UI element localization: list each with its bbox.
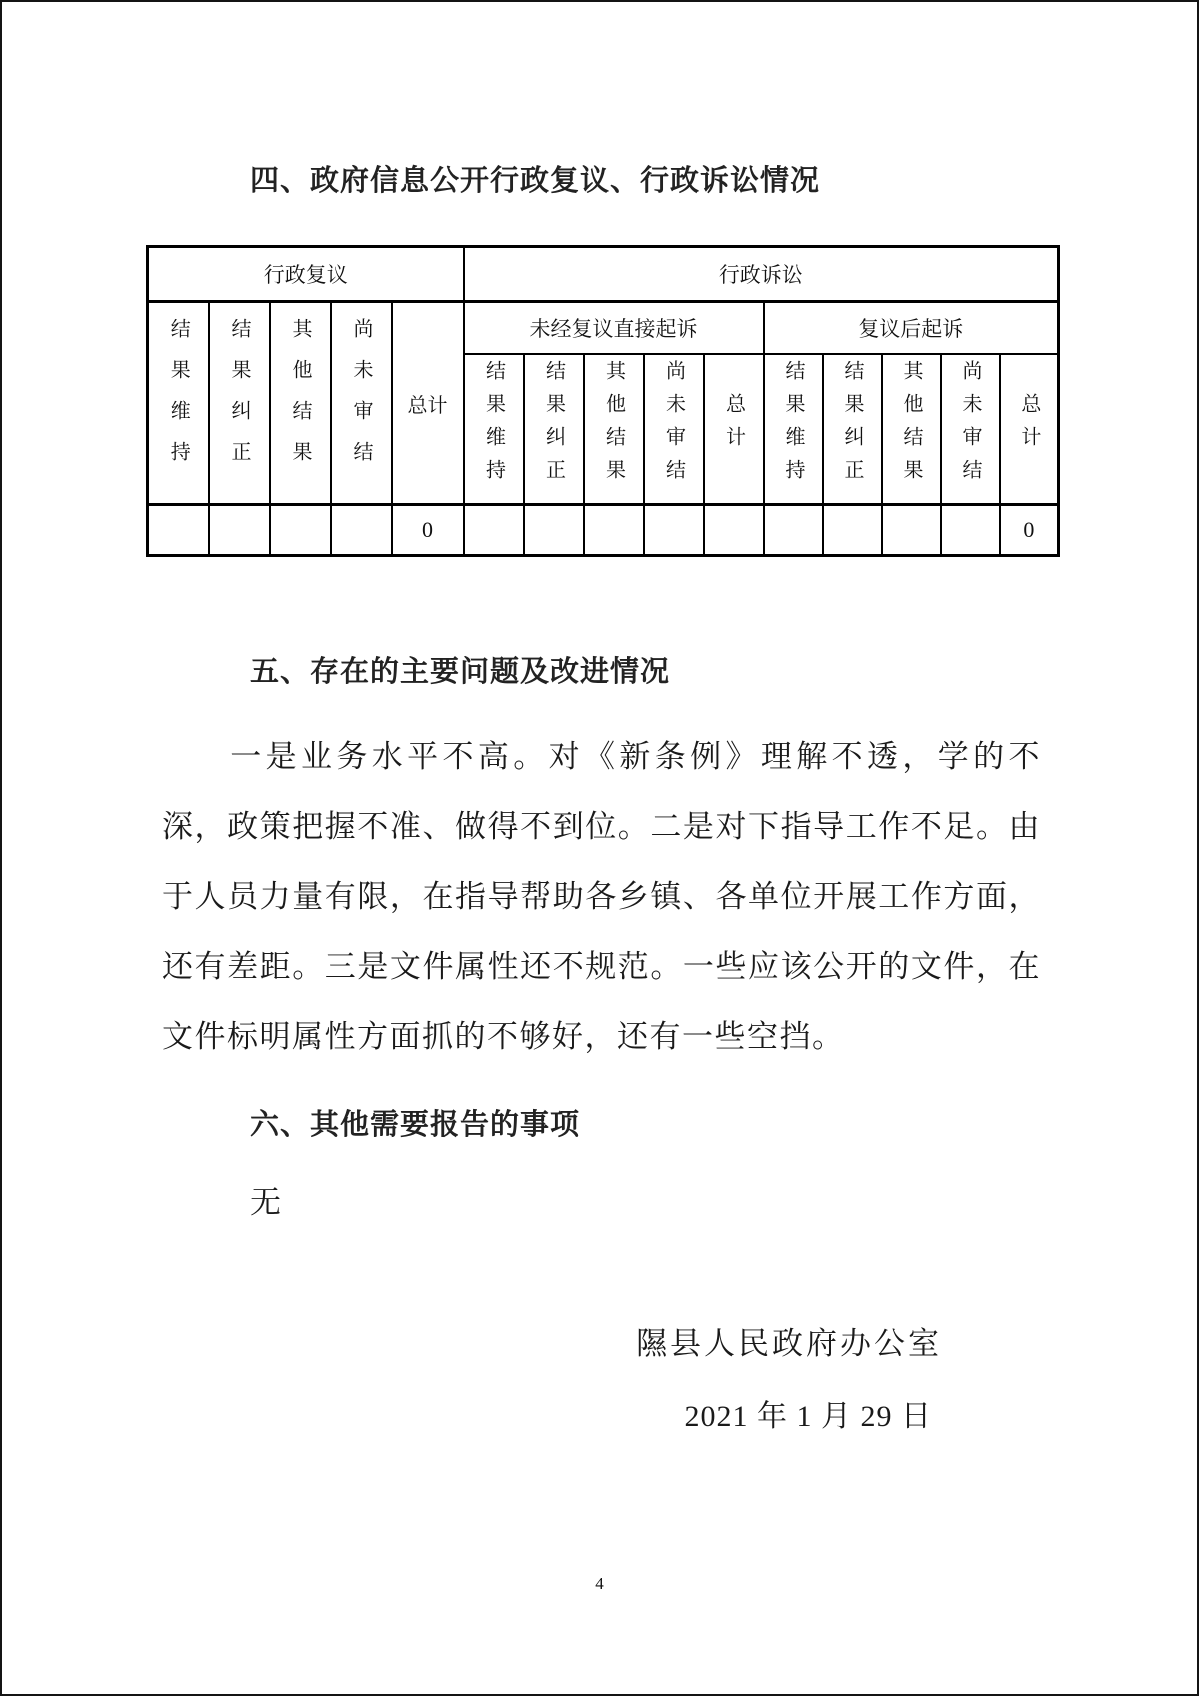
table-cell	[584, 505, 644, 556]
col-reconsideration-other-result: 其他结果	[270, 302, 331, 505]
table-cell	[882, 505, 941, 556]
cell-reconsideration-total-value: 0	[392, 505, 464, 556]
header-administrative-reconsideration: 行政复议	[148, 247, 464, 302]
signature-date: 2021 年 1 月 29 日	[684, 1400, 932, 1433]
col-direct-result-upheld: 结果维持	[464, 354, 524, 505]
table-cell	[464, 505, 524, 556]
col-reconsideration-result-corrected: 结果纠正	[209, 302, 270, 505]
col-reconsideration-pending: 尚未审结	[331, 302, 392, 505]
table-cell	[270, 505, 331, 556]
col-post-result-upheld: 结果维持	[764, 354, 823, 505]
table-cell	[823, 505, 882, 556]
header-direct-litigation: 未经复议直接起诉	[464, 302, 764, 355]
col-post-result-corrected: 结果纠正	[823, 354, 882, 505]
table-data-row	[148, 505, 1059, 556]
signature-organization: 隰县人民政府办公室	[636, 1326, 942, 1361]
col-post-other-result: 其他结果	[882, 354, 941, 505]
table-cell	[524, 505, 584, 556]
table-row-groups	[148, 247, 1059, 302]
section6-content: 无	[250, 1185, 281, 1220]
col-direct-total: 总计	[704, 354, 764, 505]
table-row-subgroups	[148, 302, 1059, 355]
header-post-reconsideration-litigation: 复议后起诉	[764, 302, 1059, 355]
table-cell	[764, 505, 823, 556]
section6-heading: 六、其他需要报告的事项	[250, 1109, 581, 1141]
table-cell	[331, 505, 392, 556]
section5-heading: 五、存在的主要问题及改进情况	[250, 656, 671, 688]
col-reconsideration-result-upheld: 结果维持	[148, 302, 209, 505]
section4-heading: 四、政府信息公开行政复议、行政诉讼情况	[250, 165, 821, 197]
table-cell	[644, 505, 704, 556]
table-cell	[148, 505, 209, 556]
cell-post-litigation-total-value: 0	[1000, 505, 1059, 556]
col-reconsideration-total: 总计	[392, 302, 464, 505]
col-direct-other-result: 其他结果	[584, 354, 644, 505]
table-cell	[209, 505, 270, 556]
col-post-pending: 尚未审结	[941, 354, 1000, 505]
review-litigation-table	[146, 245, 1060, 557]
table-cell	[941, 505, 1000, 556]
section5-paragraph: 一是业务水平不高。对《新条例》理解不透，学的不深，政策把握不准、做得不到位。二是对下指导工作不足。由于人员力量有限，在指导帮助各乡镇、各单位开展工作方面，还有差距。三是文件属性还不规范。一些应该公开的文件，在文件标明属性方面抓的不够好，还有一些空挡。	[162, 739, 1041, 1054]
col-direct-result-corrected: 结果纠正	[524, 354, 584, 505]
header-administrative-litigation: 行政诉讼	[464, 247, 1059, 302]
page-number: 4	[595, 1574, 604, 1593]
table-cell	[704, 505, 764, 556]
col-post-total: 总计	[1000, 354, 1059, 505]
col-direct-pending: 尚未审结	[644, 354, 704, 505]
